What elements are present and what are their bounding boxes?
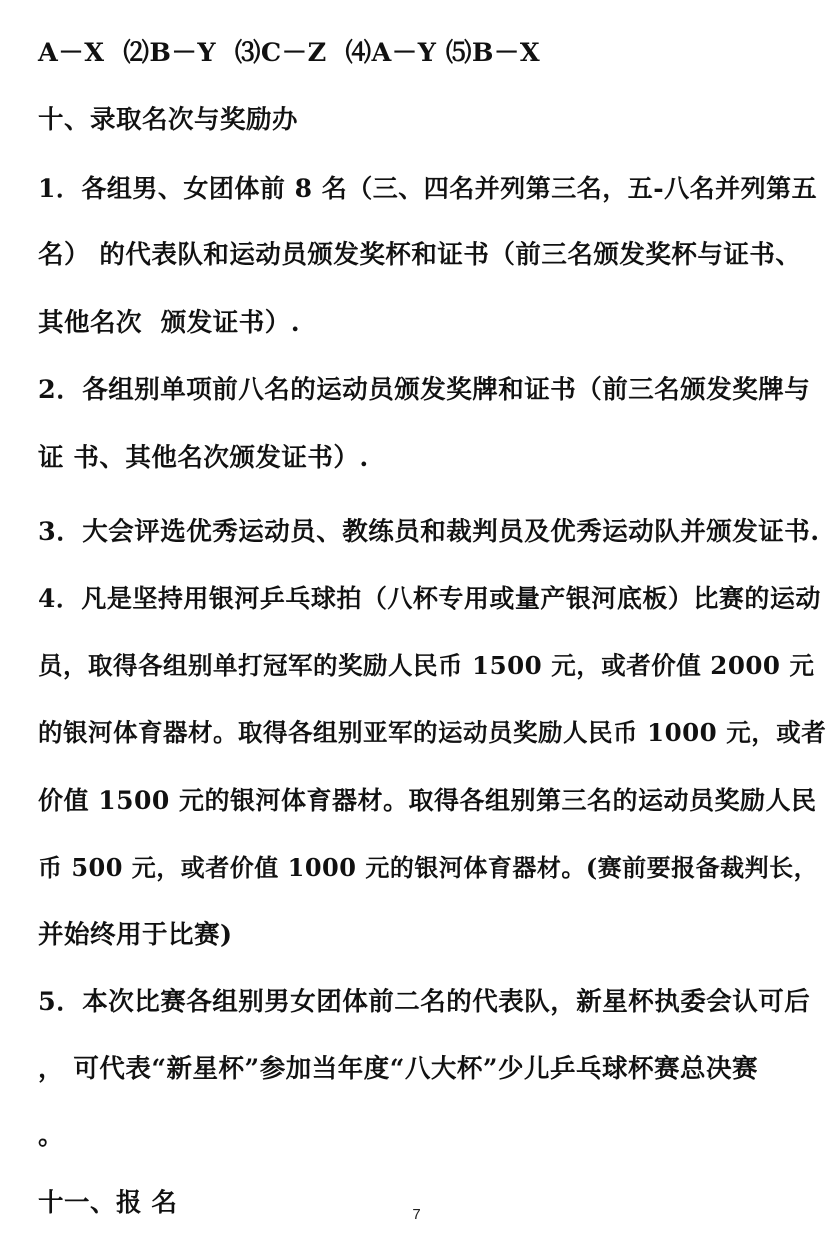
- rule-4-line-5: 币 500 元，或者价值 1000 元的银河体育器材。(赛前要报备裁判长，: [38, 853, 819, 882]
- rule-5-line-2: ， 可代表“新星杯”参加当年度“八大杯”少儿乒乓球杯赛总决赛: [38, 1054, 759, 1084]
- rule-2-line-1: 2．各组别单项前八名的运动员颁发奖牌和证书（前三名颁发奖牌与: [38, 375, 811, 405]
- section-heading-awards: 十、录取名次与奖励办: [38, 105, 299, 135]
- rule-4-line-1: 4．凡是坚持用银河乒乓球拍（八杯专用或量产银河底板）比赛的运动: [38, 584, 821, 613]
- section-heading-registration: 十一、报 名: [38, 1188, 178, 1218]
- rule-1-line-3: 其他名次 颁发证书）.: [38, 308, 301, 338]
- rule-5-line-3: 。: [38, 1121, 65, 1151]
- rule-4-line-6: 并始终用于比赛): [38, 920, 233, 950]
- rule-4-line-2: 员，取得各组别单打冠军的奖励人民币 1500 元，或者价值 2000 元: [38, 651, 815, 680]
- pairing-line: A－X ⑵B－Y ⑶C－Z ⑷A－Y ⑸B－X: [38, 38, 541, 68]
- page-number: 7: [412, 1206, 421, 1223]
- rule-2-line-2: 证 书、其他名次颁发证书）.: [38, 443, 369, 473]
- rule-1-line-1: 1．各组男、女团体前 8 名（三、四名并列第三名，五-八名并列第五: [38, 174, 818, 203]
- rule-5-line-1: 5．本次比赛各组别男女团体前二名的代表队，新星杯执委会认可后: [38, 987, 811, 1017]
- rule-1-line-2: 名） 的代表队和运动员颁发奖杯和证书（前三名颁发奖杯与证书、: [38, 240, 802, 270]
- rule-3-line-1: 3．大会评选优秀运动员、教练员和裁判员及优秀运动队并颁发证书.: [38, 517, 820, 547]
- rule-4-line-4: 价值 1500 元的银河体育器材。取得各组别第三名的运动员奖励人民: [38, 786, 817, 815]
- rule-4-line-3: 的银河体育器材。取得各组别亚军的运动员奖励人民币 1000 元，或者: [38, 718, 827, 747]
